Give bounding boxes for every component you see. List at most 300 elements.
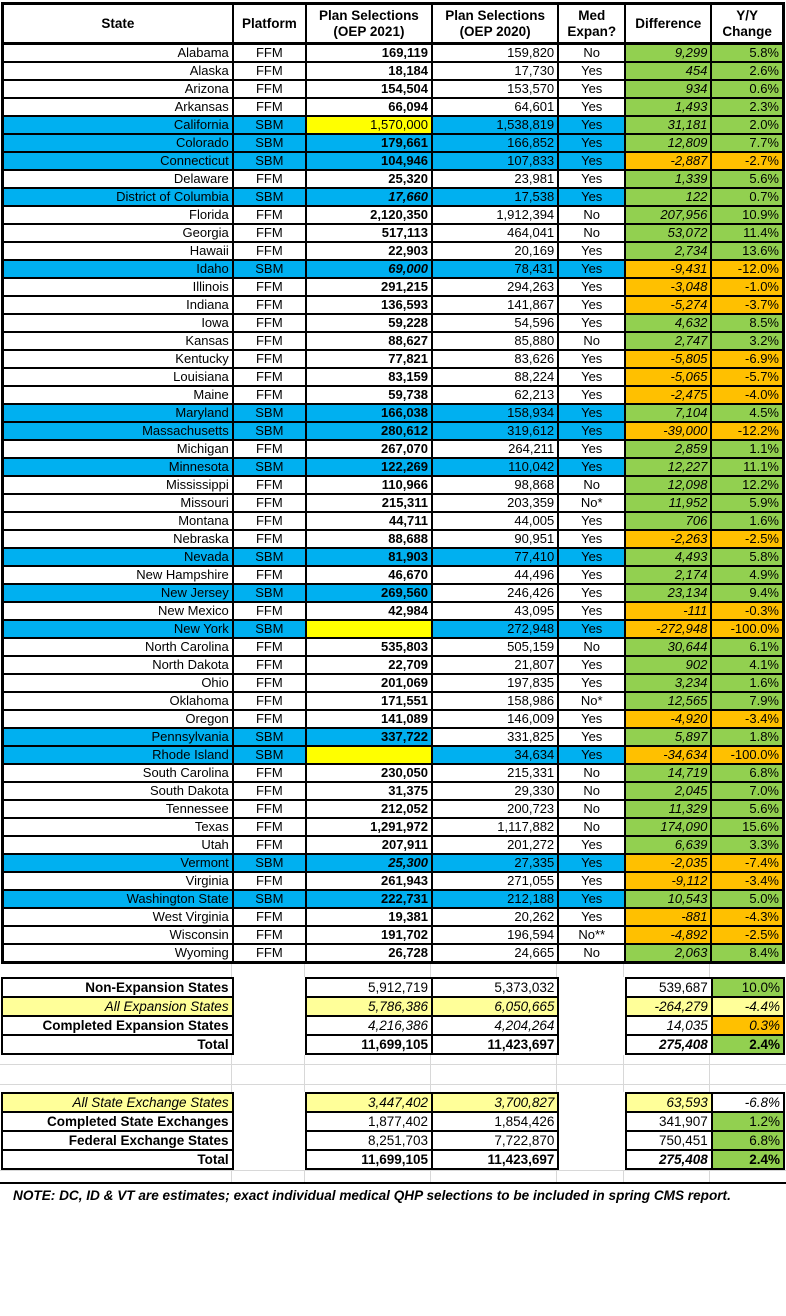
cell-med-expansion: No — [558, 224, 625, 242]
table-row — [3, 530, 784, 548]
cell-plan-2020: 294,263 — [432, 278, 558, 296]
table-row — [3, 260, 784, 278]
cell-yy-change: -4.0% — [711, 386, 783, 404]
cell-plan-2021 — [306, 620, 432, 638]
cell-state: Delaware — [3, 170, 233, 188]
cell-med-expansion: Yes — [558, 260, 625, 278]
cell-plan-2021: 11,699,105 — [306, 1035, 432, 1054]
cell-med-expansion: Yes — [558, 152, 625, 170]
table-row — [3, 224, 784, 242]
cell-med-expansion: Yes — [558, 584, 625, 602]
cell-difference: -264,279 — [626, 997, 712, 1016]
cell-med-expansion: Yes — [558, 62, 625, 80]
cell-plan-2020: 319,612 — [432, 422, 558, 440]
cell-difference: -5,805 — [625, 350, 711, 368]
cell-difference: 2,734 — [625, 242, 711, 260]
cell-difference: 12,227 — [625, 458, 711, 476]
table-row — [3, 836, 784, 854]
cell-plan-2020: 83,626 — [432, 350, 558, 368]
table-row — [3, 80, 784, 98]
cell-platform: FFM — [233, 872, 306, 890]
table-row — [3, 242, 784, 260]
cell-state: Maine — [3, 386, 233, 404]
cell-platform: FFM — [233, 692, 306, 710]
cell-state: Illinois — [3, 278, 233, 296]
cell-platform: SBM — [233, 116, 306, 134]
cell-yy-change: 3.2% — [711, 332, 783, 350]
cell-med-expansion: Yes — [558, 296, 625, 314]
cell-difference: 207,956 — [625, 206, 711, 224]
cell-yy-change: 5.8% — [711, 548, 783, 566]
cell-plan-2021: 110,966 — [306, 476, 432, 494]
cell-platform: FFM — [233, 296, 306, 314]
cell-yy-change: 2.0% — [711, 116, 783, 134]
cell-difference: 14,035 — [626, 1016, 712, 1035]
cell-difference: 122 — [625, 188, 711, 206]
cell-plan-2021: 46,670 — [306, 566, 432, 584]
cell-yy-change: -12.2% — [711, 422, 783, 440]
cell-state: New York — [3, 620, 233, 638]
table-row — [3, 422, 784, 440]
cell-platform: FFM — [233, 674, 306, 692]
cell-plan-2021: 42,984 — [306, 602, 432, 620]
cell-plan-2021: 230,050 — [306, 764, 432, 782]
cell-plan-2020: 153,570 — [432, 80, 558, 98]
cell-difference: 4,493 — [625, 548, 711, 566]
cell-med-expansion: No — [558, 476, 625, 494]
cell-med-expansion: Yes — [558, 278, 625, 296]
cell-state: Mississippi — [3, 476, 233, 494]
cell-plan-2020: 141,867 — [432, 296, 558, 314]
cell-platform: FFM — [233, 782, 306, 800]
cell-med-expansion: Yes — [558, 890, 625, 908]
table-row — [3, 440, 784, 458]
cell-yy-change: -100.0% — [711, 620, 783, 638]
cell-yy-change: 1.2% — [712, 1112, 784, 1131]
cell-platform: FFM — [233, 944, 306, 963]
cell-plan-2021: 88,688 — [306, 530, 432, 548]
cell-plan-2021: 267,070 — [306, 440, 432, 458]
cell-difference: -5,274 — [625, 296, 711, 314]
table-row — [3, 584, 784, 602]
cell-difference: -34,634 — [625, 746, 711, 764]
cell-plan-2021: 5,912,719 — [306, 978, 432, 997]
cell-yy-change: 1.1% — [711, 440, 783, 458]
cell-state: Alaska — [3, 62, 233, 80]
cell-state: Virginia — [3, 872, 233, 890]
cell-difference: 4,632 — [625, 314, 711, 332]
table-row — [3, 512, 784, 530]
cell-state: Utah — [3, 836, 233, 854]
table-row — [3, 404, 784, 422]
table-row — [3, 854, 784, 872]
cell-plan-2020: 5,373,032 — [432, 978, 558, 997]
cell-difference: 454 — [625, 62, 711, 80]
cell-yy-change: -4.3% — [711, 908, 783, 926]
cell-plan-2020: 159,820 — [432, 44, 558, 63]
cell-yy-change: 5.6% — [711, 170, 783, 188]
cell-plan-2021: 26,728 — [306, 944, 432, 963]
cell-yy-change: -3.4% — [711, 872, 783, 890]
cell-plan-2020: 17,538 — [432, 188, 558, 206]
cell-difference: 2,747 — [625, 332, 711, 350]
cell-plan-2021: 2,120,350 — [306, 206, 432, 224]
cell-plan-2020: 11,423,697 — [432, 1150, 558, 1169]
cell-state: Rhode Island — [3, 746, 233, 764]
grid-gap-cell — [558, 1131, 625, 1150]
cell-plan-2020: 4,204,264 — [432, 1016, 558, 1035]
cell-plan-2021: 269,560 — [306, 584, 432, 602]
table-row — [3, 638, 784, 656]
cell-plan-2020: 331,825 — [432, 728, 558, 746]
table-row — [3, 296, 784, 314]
cell-state: Nebraska — [3, 530, 233, 548]
cell-yy-change: 6.1% — [711, 638, 783, 656]
cell-plan-2021: 22,709 — [306, 656, 432, 674]
table-row — [3, 692, 784, 710]
cell-plan-2020: 85,880 — [432, 332, 558, 350]
cell-plan-2020: 44,496 — [432, 566, 558, 584]
cell-med-expansion: Yes — [558, 566, 625, 584]
cell-state: California — [3, 116, 233, 134]
summary-row — [2, 1112, 784, 1131]
cell-platform: SBM — [233, 746, 306, 764]
cell-difference: -39,000 — [625, 422, 711, 440]
cell-plan-2020: 272,948 — [432, 620, 558, 638]
cell-difference: 12,565 — [625, 692, 711, 710]
summary-row — [2, 997, 784, 1016]
cell-med-expansion: Yes — [558, 854, 625, 872]
cell-state: Idaho — [3, 260, 233, 278]
cell-plan-2021: 179,661 — [306, 134, 432, 152]
expansion-summary-table — [1, 977, 785, 1055]
cell-yy-change: 4.9% — [711, 566, 783, 584]
cell-plan-2020: 110,042 — [432, 458, 558, 476]
cell-difference: -3,048 — [625, 278, 711, 296]
cell-yy-change: 6.8% — [712, 1131, 784, 1150]
column-header-state: State — [3, 4, 233, 44]
cell-difference: 11,329 — [625, 800, 711, 818]
column-header-yy-change: Y/Y Change — [711, 4, 783, 44]
cell-difference: 11,952 — [625, 494, 711, 512]
cell-difference: 934 — [625, 80, 711, 98]
cell-platform: FFM — [233, 170, 306, 188]
cell-difference: -111 — [625, 602, 711, 620]
cell-yy-change: -0.3% — [711, 602, 783, 620]
cell-plan-2020: 6,050,665 — [432, 997, 558, 1016]
cell-plan-2021: 11,699,105 — [306, 1150, 432, 1169]
cell-plan-2020: 200,723 — [432, 800, 558, 818]
cell-yy-change: 1.6% — [711, 512, 783, 530]
cell-difference: 750,451 — [626, 1131, 712, 1150]
table-row — [3, 746, 784, 764]
cell-plan-2020: 34,634 — [432, 746, 558, 764]
cell-state: Florida — [3, 206, 233, 224]
cell-platform: FFM — [233, 566, 306, 584]
cell-yy-change: 2.6% — [711, 62, 783, 80]
cell-state: Oklahoma — [3, 692, 233, 710]
cell-platform: FFM — [233, 80, 306, 98]
table-row — [3, 944, 784, 963]
cell-plan-2021: 337,722 — [306, 728, 432, 746]
cell-state: Indiana — [3, 296, 233, 314]
cell-plan-2021: 66,094 — [306, 98, 432, 116]
cell-plan-2020: 20,169 — [432, 242, 558, 260]
cell-summary-label: Total — [2, 1035, 233, 1054]
cell-yy-change: 0.3% — [712, 1016, 784, 1035]
grid-gap-cell — [558, 997, 625, 1016]
cell-plan-2020: 201,272 — [432, 836, 558, 854]
cell-plan-2021: 104,946 — [306, 152, 432, 170]
cell-yy-change: 0.6% — [711, 80, 783, 98]
cell-platform: FFM — [233, 602, 306, 620]
cell-platform: FFM — [233, 656, 306, 674]
table-row — [3, 764, 784, 782]
grid-gap-cell — [233, 1093, 306, 1112]
table-row — [3, 872, 784, 890]
cell-state: Connecticut — [3, 152, 233, 170]
cell-yy-change: -3.4% — [711, 710, 783, 728]
grid-gap-cell — [558, 1035, 625, 1054]
cell-platform: SBM — [233, 134, 306, 152]
cell-plan-2020: 464,041 — [432, 224, 558, 242]
cell-yy-change: -5.7% — [711, 368, 783, 386]
table-row — [3, 818, 784, 836]
cell-plan-2020: 23,981 — [432, 170, 558, 188]
cell-summary-label: Non-Expansion States — [2, 978, 233, 997]
cell-state: Louisiana — [3, 368, 233, 386]
cell-plan-2021: 44,711 — [306, 512, 432, 530]
cell-platform: FFM — [233, 62, 306, 80]
cell-plan-2021: 171,551 — [306, 692, 432, 710]
table-row — [3, 674, 784, 692]
table-row — [3, 332, 784, 350]
cell-state: South Carolina — [3, 764, 233, 782]
cell-difference: 275,408 — [626, 1150, 712, 1169]
cell-yy-change: 10.0% — [712, 978, 784, 997]
cell-plan-2021: 5,786,386 — [306, 997, 432, 1016]
cell-med-expansion: No** — [558, 926, 625, 944]
cell-yy-change: -6.8% — [712, 1093, 784, 1112]
cell-difference: -4,920 — [625, 710, 711, 728]
cell-summary-label: Completed Expansion States — [2, 1016, 233, 1035]
cell-med-expansion: Yes — [558, 872, 625, 890]
cell-platform: SBM — [233, 404, 306, 422]
cell-yy-change: -7.4% — [711, 854, 783, 872]
summary-row — [2, 1093, 784, 1112]
exchange-summary-table — [1, 1092, 785, 1170]
table-row — [3, 620, 784, 638]
cell-state: South Dakota — [3, 782, 233, 800]
cell-difference: 2,174 — [625, 566, 711, 584]
cell-yy-change: 5.9% — [711, 494, 783, 512]
cell-state: Montana — [3, 512, 233, 530]
table-row — [3, 656, 784, 674]
table-row — [3, 206, 784, 224]
cell-state: North Carolina — [3, 638, 233, 656]
table-row — [3, 98, 784, 116]
cell-plan-2020: 1,912,394 — [432, 206, 558, 224]
cell-yy-change: -12.0% — [711, 260, 783, 278]
cell-yy-change: 7.7% — [711, 134, 783, 152]
cell-plan-2021: 207,911 — [306, 836, 432, 854]
cell-plan-2021: 17,660 — [306, 188, 432, 206]
cell-platform: FFM — [233, 332, 306, 350]
cell-yy-change: 6.8% — [711, 764, 783, 782]
cell-med-expansion: Yes — [558, 98, 625, 116]
cell-platform: FFM — [233, 800, 306, 818]
cell-state: Arkansas — [3, 98, 233, 116]
cell-yy-change: 1.8% — [711, 728, 783, 746]
cell-yy-change: 5.6% — [711, 800, 783, 818]
cell-plan-2021: 280,612 — [306, 422, 432, 440]
grid-spacer — [0, 1055, 786, 1092]
grid-gap-cell — [233, 1131, 306, 1150]
cell-med-expansion: Yes — [558, 836, 625, 854]
grid-gap-cell — [558, 1016, 625, 1035]
cell-platform: FFM — [233, 836, 306, 854]
cell-med-expansion: Yes — [558, 728, 625, 746]
grid-gap-cell — [233, 1035, 306, 1054]
grid-gap-cell — [558, 978, 625, 997]
cell-difference: 902 — [625, 656, 711, 674]
cell-yy-change: -4.4% — [712, 997, 784, 1016]
cell-difference: 53,072 — [625, 224, 711, 242]
cell-state: Arizona — [3, 80, 233, 98]
cell-platform: SBM — [233, 584, 306, 602]
cell-difference: 539,687 — [626, 978, 712, 997]
cell-difference: 31,181 — [625, 116, 711, 134]
cell-yy-change: 2.4% — [712, 1035, 784, 1054]
cell-difference: -2,475 — [625, 386, 711, 404]
cell-platform: FFM — [233, 206, 306, 224]
grid-gap-cell — [558, 1150, 625, 1169]
cell-platform: SBM — [233, 188, 306, 206]
cell-summary-label: All State Exchange States — [2, 1093, 233, 1112]
column-header-med-expansion: Med Expan? — [558, 4, 625, 44]
cell-plan-2021: 535,803 — [306, 638, 432, 656]
cell-plan-2020: 196,594 — [432, 926, 558, 944]
cell-difference: -2,035 — [625, 854, 711, 872]
cell-yy-change: 12.2% — [711, 476, 783, 494]
cell-summary-label: Total — [2, 1150, 233, 1169]
grid-gap-cell — [233, 978, 306, 997]
cell-difference: 10,543 — [625, 890, 711, 908]
cell-yy-change: 1.6% — [711, 674, 783, 692]
cell-difference: 2,859 — [625, 440, 711, 458]
cell-plan-2021: 215,311 — [306, 494, 432, 512]
cell-yy-change: 8.4% — [711, 944, 783, 963]
cell-difference: 12,809 — [625, 134, 711, 152]
cell-platform: FFM — [233, 530, 306, 548]
cell-difference: -9,112 — [625, 872, 711, 890]
table-row — [3, 728, 784, 746]
cell-platform: FFM — [233, 314, 306, 332]
table-row — [3, 494, 784, 512]
table-row — [3, 350, 784, 368]
cell-summary-label: All Expansion States — [2, 997, 233, 1016]
cell-med-expansion: Yes — [558, 458, 625, 476]
grid-gap-cell — [233, 1112, 306, 1131]
table-row — [3, 62, 784, 80]
cell-plan-2020: 20,262 — [432, 908, 558, 926]
cell-plan-2021: 3,447,402 — [306, 1093, 432, 1112]
cell-plan-2021: 83,159 — [306, 368, 432, 386]
cell-plan-2020: 29,330 — [432, 782, 558, 800]
cell-med-expansion: No — [558, 332, 625, 350]
cell-med-expansion: Yes — [558, 674, 625, 692]
cell-yy-change: -100.0% — [711, 746, 783, 764]
summary-row — [2, 1035, 784, 1054]
cell-state: North Dakota — [3, 656, 233, 674]
cell-plan-2021: 261,943 — [306, 872, 432, 890]
cell-plan-2021: 201,069 — [306, 674, 432, 692]
cell-yy-change: -2.7% — [711, 152, 783, 170]
table-row — [3, 458, 784, 476]
cell-platform: SBM — [233, 260, 306, 278]
cell-med-expansion: No — [558, 44, 625, 63]
cell-difference: 706 — [625, 512, 711, 530]
cell-difference: 23,134 — [625, 584, 711, 602]
cell-yy-change: 5.0% — [711, 890, 783, 908]
cell-plan-2020: 11,423,697 — [432, 1035, 558, 1054]
cell-plan-2020: 62,213 — [432, 386, 558, 404]
cell-plan-2021: 169,119 — [306, 44, 432, 63]
table-row — [3, 602, 784, 620]
cell-plan-2021 — [306, 746, 432, 764]
cell-platform: SBM — [233, 458, 306, 476]
table-row — [3, 278, 784, 296]
cell-difference: 63,593 — [626, 1093, 712, 1112]
cell-state: Wyoming — [3, 944, 233, 963]
cell-difference: 2,045 — [625, 782, 711, 800]
cell-difference: 9,299 — [625, 44, 711, 63]
cell-difference: 275,408 — [626, 1035, 712, 1054]
cell-yy-change: 4.1% — [711, 656, 783, 674]
cell-med-expansion: Yes — [558, 314, 625, 332]
cell-plan-2021: 81,903 — [306, 548, 432, 566]
cell-plan-2020: 271,055 — [432, 872, 558, 890]
cell-yy-change: -3.7% — [711, 296, 783, 314]
cell-difference: -272,948 — [625, 620, 711, 638]
grid-spacer — [0, 964, 786, 977]
state-plan-selections-table — [1, 2, 785, 964]
cell-plan-2020: 24,665 — [432, 944, 558, 963]
cell-platform: FFM — [233, 818, 306, 836]
table-row — [3, 890, 784, 908]
table-row — [3, 476, 784, 494]
cell-yy-change: -1.0% — [711, 278, 783, 296]
cell-difference: 14,719 — [625, 764, 711, 782]
cell-plan-2021: 212,052 — [306, 800, 432, 818]
cell-difference: 12,098 — [625, 476, 711, 494]
cell-plan-2021: 222,731 — [306, 890, 432, 908]
cell-state: Texas — [3, 818, 233, 836]
cell-plan-2020: 158,934 — [432, 404, 558, 422]
cell-platform: SBM — [233, 152, 306, 170]
grid-gap-cell — [233, 1016, 306, 1035]
cell-yy-change: 7.0% — [711, 782, 783, 800]
cell-plan-2020: 78,431 — [432, 260, 558, 278]
cell-plan-2020: 197,835 — [432, 674, 558, 692]
cell-difference: 30,644 — [625, 638, 711, 656]
cell-med-expansion: Yes — [558, 440, 625, 458]
cell-plan-2020: 264,211 — [432, 440, 558, 458]
cell-plan-2020: 215,331 — [432, 764, 558, 782]
cell-state: Minnesota — [3, 458, 233, 476]
cell-yy-change: 3.3% — [711, 836, 783, 854]
table-row — [3, 710, 784, 728]
